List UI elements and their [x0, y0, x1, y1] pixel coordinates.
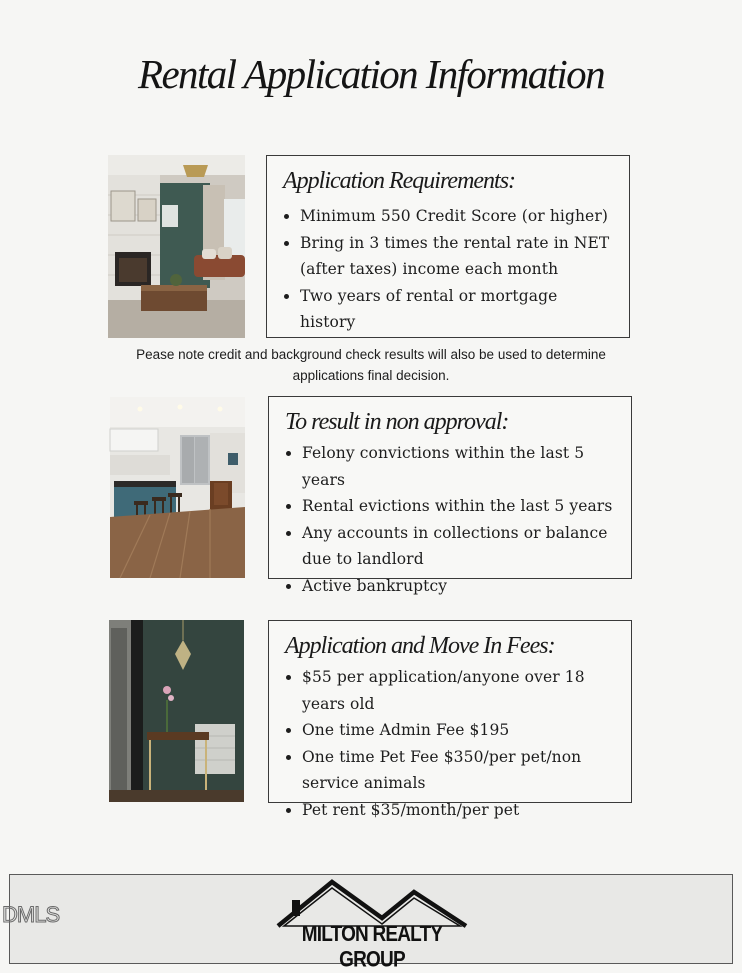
list-item: Felony convictions within the last 5 years [285, 440, 617, 493]
list-item: Bring in 3 times the rental rate in NET (after taxes) income each month [283, 230, 615, 283]
non-approval-heading: To result in non approval: [285, 409, 509, 435]
non-approval-card [268, 396, 632, 595]
entryway-photo [109, 620, 244, 802]
list-item: Rental evictions within the last 5 years [285, 493, 617, 520]
list-item: One time Pet Fee $350/per pet/non service animals [285, 744, 617, 797]
requirements-card [266, 155, 630, 338]
list-item: $55 per application/anyone over 18 years old [285, 664, 617, 717]
list-item: One time Admin Fee $195 [285, 717, 617, 744]
non-approval-list [285, 440, 617, 599]
living-room-photo [108, 155, 245, 338]
list-item: Active bankruptcy [285, 573, 617, 600]
page-title: Rental Application Information [138, 51, 604, 97]
requirements-list [283, 203, 615, 336]
dmls-watermark: DMLS [2, 902, 60, 927]
list-item: Two years of rental or mortgage history [283, 283, 615, 336]
fees-list [285, 664, 617, 823]
list-item: Pet rent $35/month/per pet [285, 797, 617, 824]
list-item: Any accounts in collections or balance due to landlord [285, 520, 617, 573]
requirements-heading: Application Requirements: [283, 168, 516, 194]
list-item: Minimum 550 Credit Score (or higher) [283, 203, 615, 230]
credit-check-note: Pease note credit and background check results will also be used to determine applications final decision. [136, 347, 606, 383]
kitchen-photo [110, 397, 245, 578]
fees-card [268, 620, 632, 819]
company-name: MILTON REALTY GROUP [301, 922, 443, 973]
fees-heading: Application and Move In Fees: [285, 633, 555, 659]
